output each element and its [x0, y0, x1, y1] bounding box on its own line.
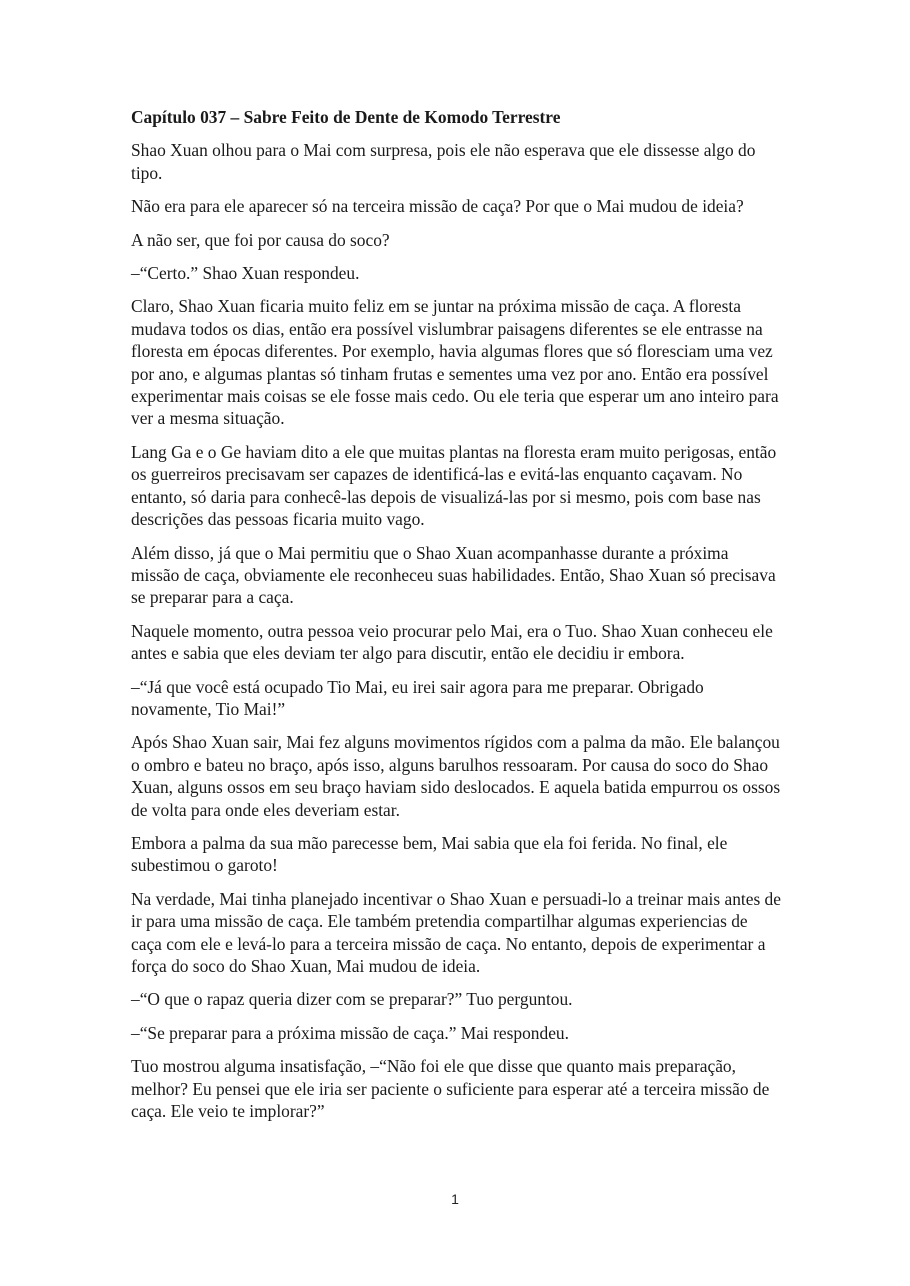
page-number: 1: [451, 1191, 459, 1207]
paragraph: Tuo mostrou alguma insatisfação, –“Não foi ele que disse que quanto mais preparação, melhor? Eu pensei que ele iria ser paciente o suficiente para esperar até a terceira missão de caça. Ele veio te implorar?”: [131, 1056, 770, 1122]
paragraph: –“Certo.” Shao Xuan respondeu.: [131, 263, 360, 284]
paragraph: Embora a palma da sua mão parecesse bem, Mai sabia que ela foi ferida. No final, ele subestimou o garoto!: [131, 832, 728, 876]
paragraph: A não ser, que foi por causa do soco?: [131, 229, 390, 250]
paragraph: Naquele momento, outra pessoa veio procurar pelo Mai, era o Tuo. Shao Xuan conheceu ele antes e sabia que eles deviam ter algo para discutir, então ele decidiu ir embora.: [131, 620, 773, 664]
paragraph: –“O que o rapaz queria dizer com se preparar?” Tuo perguntou.: [131, 989, 573, 1010]
paragraph: –“Já que você está ocupado Tio Mai, eu irei sair agora para me preparar. Obrigado novamente, Tio Mai!”: [131, 676, 704, 719]
paragraph: Após Shao Xuan sair, Mai fez alguns movimentos rígidos com a palma da mão. Ele balançou o ombro e bateu no braço, após isso, alguns barulhos ressoaram. Por causa do soco do Shao Xuan, alguns ossos em seu braço haviam sido deslocados. E aquela batida empurrou os ossos de volta para onde eles deveriam estar.: [131, 732, 781, 820]
paragraph: Claro, Shao Xuan ficaria muito feliz em se juntar na próxima missão de caça. A floresta mudava todos os dias, então era possível vislumbrar paisagens diferentes se ele entrasse na floresta em épocas diferentes. Por exemplo, havia algumas flores que só floresciam uma vez por ano, e algumas plantas só tinham frutas e sementes uma vez por ano. Então era possível experimentar mais coisas se ele fosse mais cedo. Ou ele teria que esperar um ano inteiro para ver a mesma situação.: [131, 296, 779, 429]
chapter-title: Capítulo 037 – Sabre Feito de Dente de Komodo Terrestre: [131, 107, 561, 127]
paragraph: Na verdade, Mai tinha planejado incentivar o Shao Xuan e persuadi-lo a treinar mais antes de ir para uma missão de caça. Ele também pretendia compartilhar algumas experiencias de caça com ele e levá-lo para a terceira missão de caça. No entanto, depois de experimentar a força do soco do Shao Xuan, Mai mudou de ideia.: [131, 888, 781, 976]
document-body: [131, 106, 781, 1133]
paragraph: Além disso, já que o Mai permitiu que o Shao Xuan acompanhasse durante a próxima missão de caça, obviamente ele reconheceu suas habilidades. Então, Shao Xuan só precisava se preparar para a caça.: [131, 542, 776, 608]
paragraph: Lang Ga e o Ge haviam dito a ele que muitas plantas na floresta eram muito perigosas, então os guerreiros precisavam ser capazes de identificá-las e evitá-las enquanto caçavam. No entanto, só daria para conhecê-las depois de visualizá-las por si mesmo, pois com base nas descrições das pessoas ficaria muito vago.: [131, 441, 777, 530]
paragraph: Não era para ele aparecer só na terceira missão de caça? Por que o Mai mudou de ideia?: [131, 196, 744, 217]
paragraph: –“Se preparar para a próxima missão de caça.” Mai respondeu.: [131, 1022, 569, 1043]
paragraph: Shao Xuan olhou para o Mai com surpresa, pois ele não esperava que ele dissesse algo do tipo.: [131, 140, 756, 183]
